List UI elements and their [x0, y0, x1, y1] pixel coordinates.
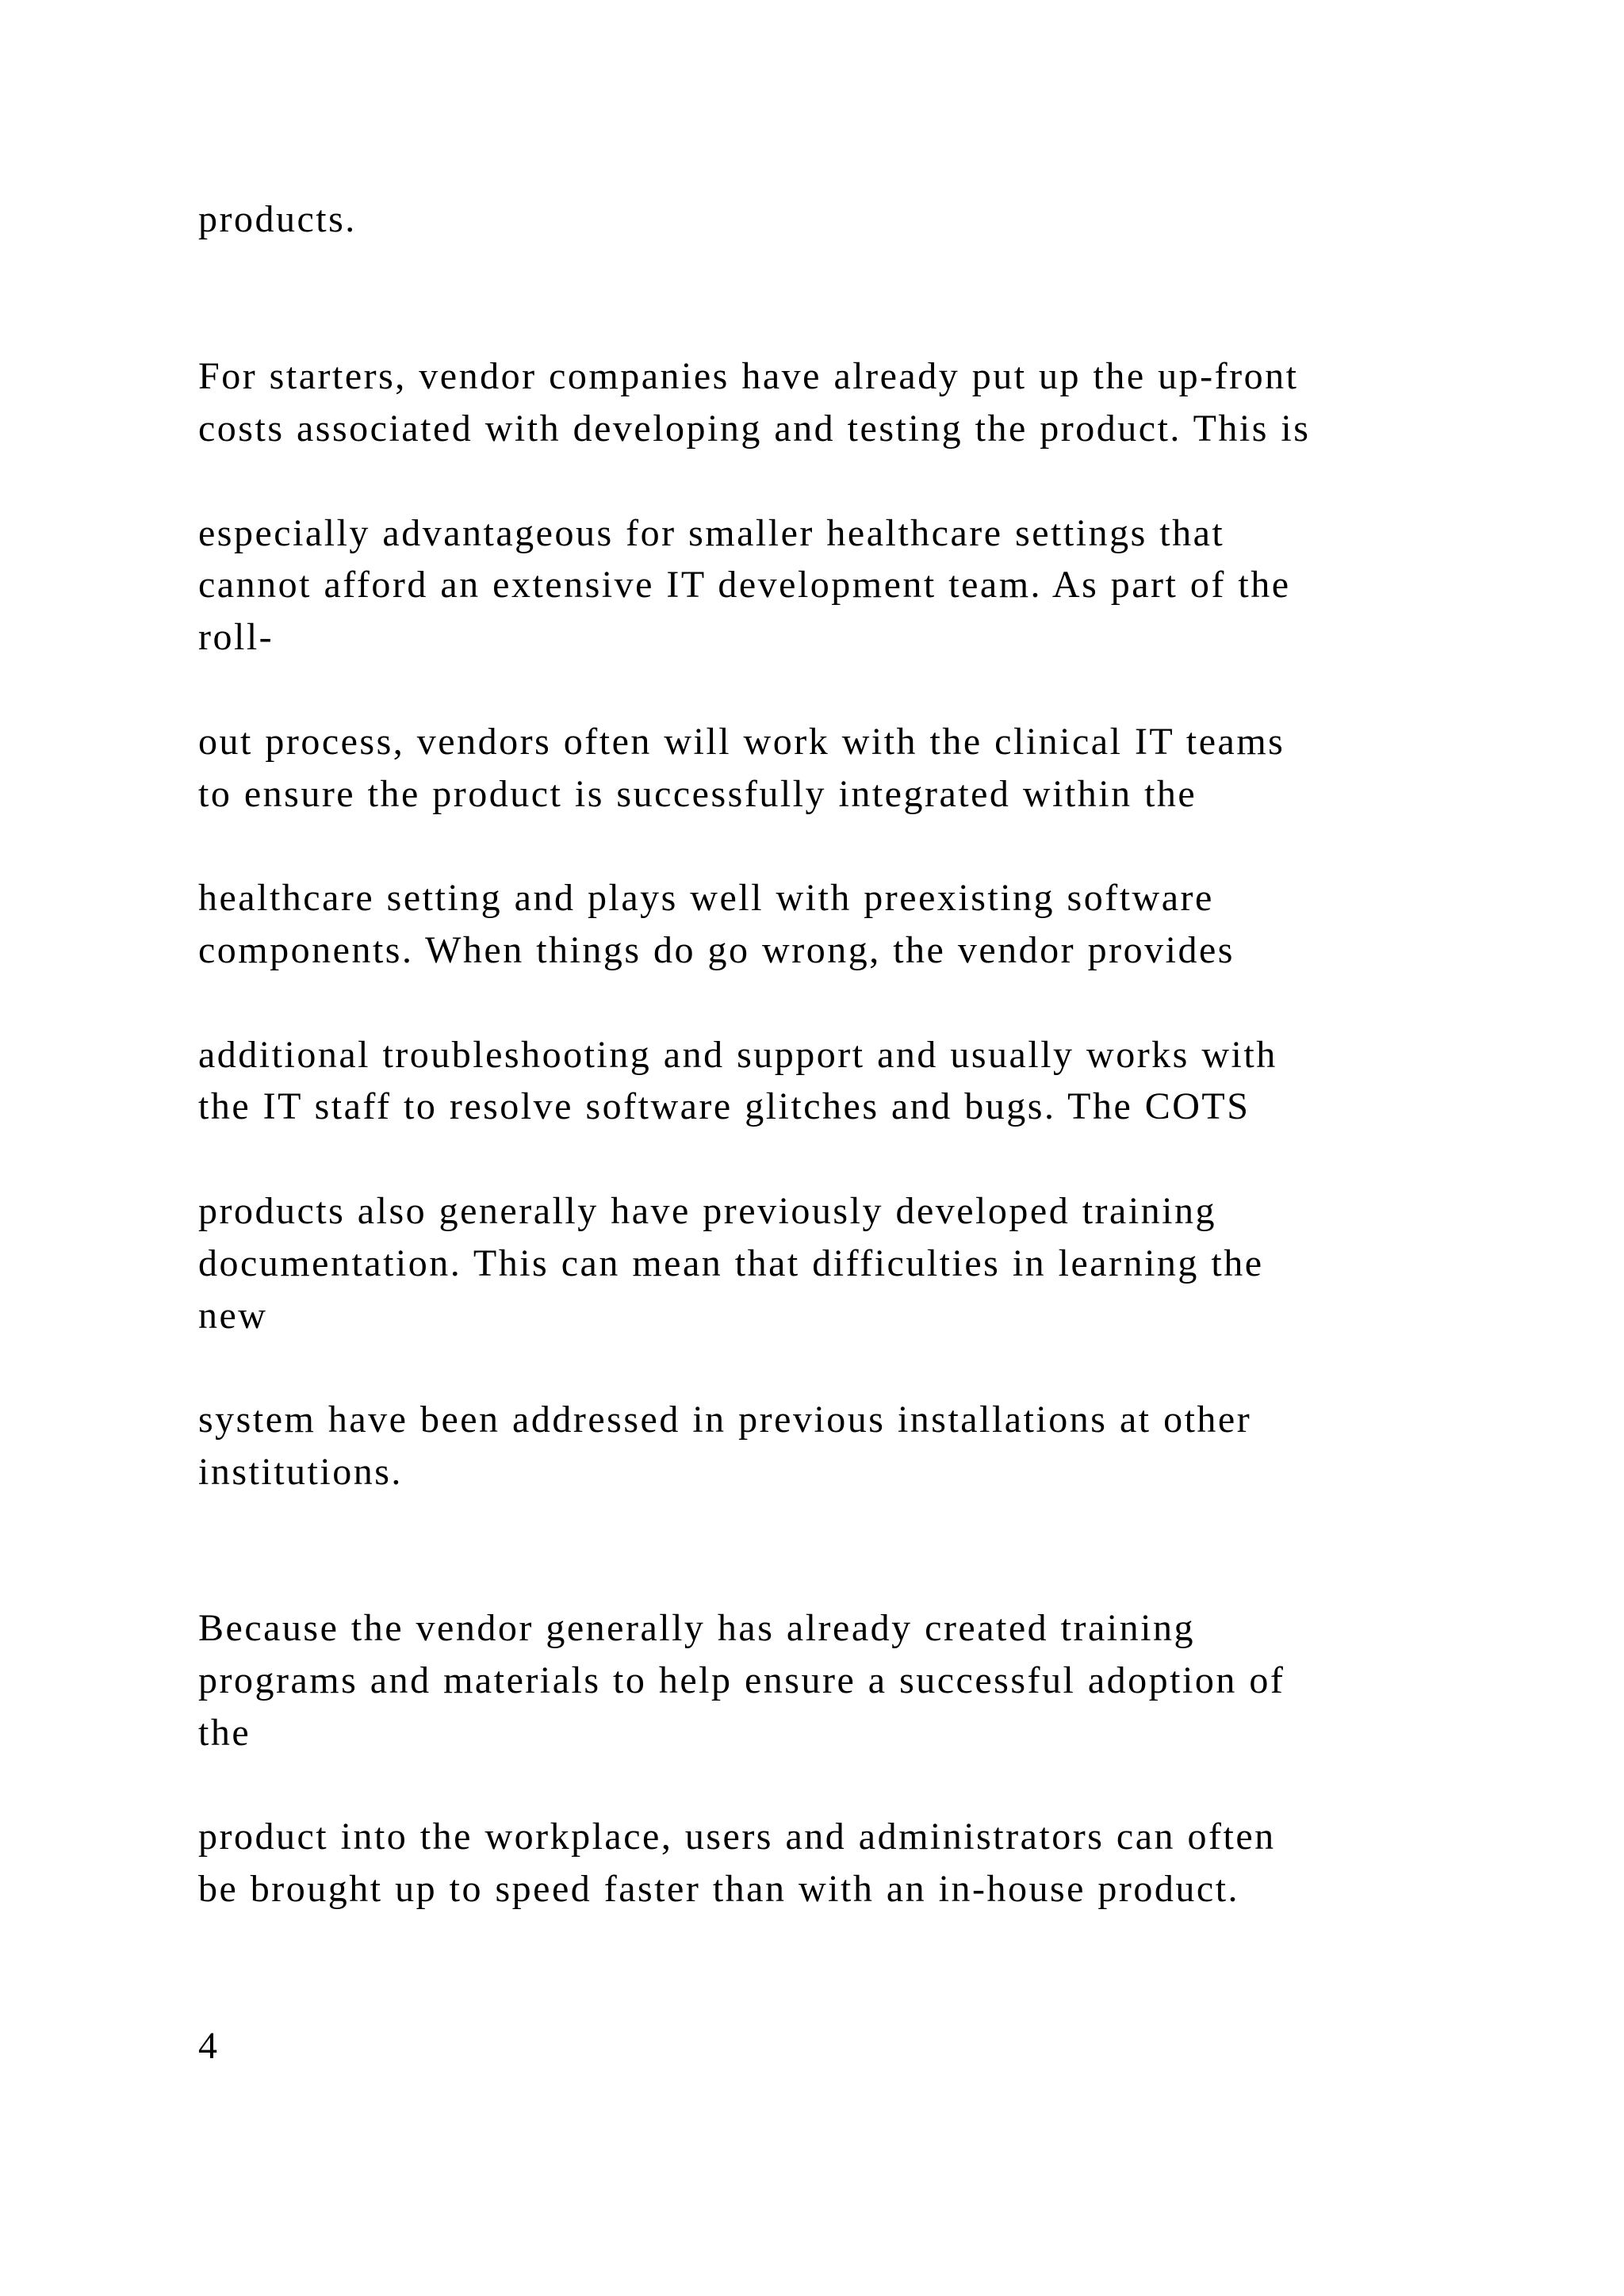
- text-line: institutions.: [198, 1451, 403, 1493]
- text-line: be brought up to speed faster than with an in-house product.: [198, 1868, 1240, 1910]
- page-number: 4: [198, 2025, 220, 2067]
- text-line: new: [198, 1295, 268, 1337]
- text-line: Because the vendor generally has already created training: [198, 1607, 1195, 1649]
- text-line: to ensure the product is successfully integrated within the: [198, 773, 1197, 815]
- text-line: products.: [198, 198, 357, 240]
- text-line: system have been addressed in previous installations at other: [198, 1399, 1252, 1441]
- text-line: healthcare setting and plays well with preexisting software: [198, 877, 1214, 919]
- text-line: out process, vendors often will work with the clinical IT teams: [198, 721, 1285, 763]
- text-line: documentation. This can mean that difficulties in learning the: [198, 1242, 1264, 1284]
- text-line: programs and materials to help ensure a successful adoption of: [198, 1659, 1285, 1701]
- text-line: the: [198, 1712, 251, 1754]
- text-line: products also generally have previously developed training: [198, 1190, 1216, 1232]
- text-line: the IT staff to resolve software glitches and bugs. The COTS: [198, 1085, 1251, 1127]
- text-line: For starters, vendor companies have already put up the up-front: [198, 355, 1299, 397]
- text-line: components. When things do go wrong, the vendor provides: [198, 929, 1235, 971]
- text-line: additional troubleshooting and support and usually works with: [198, 1034, 1277, 1076]
- text-line: product into the workplace, users and administrators can often: [198, 1816, 1276, 1858]
- text-line: cannot afford an extensive IT development team. As part of the: [198, 564, 1291, 606]
- text-line: roll-: [198, 616, 274, 658]
- text-line: especially advantageous for smaller healthcare settings that: [198, 512, 1225, 554]
- text-line: costs associated with developing and testing the product. This is: [198, 408, 1311, 450]
